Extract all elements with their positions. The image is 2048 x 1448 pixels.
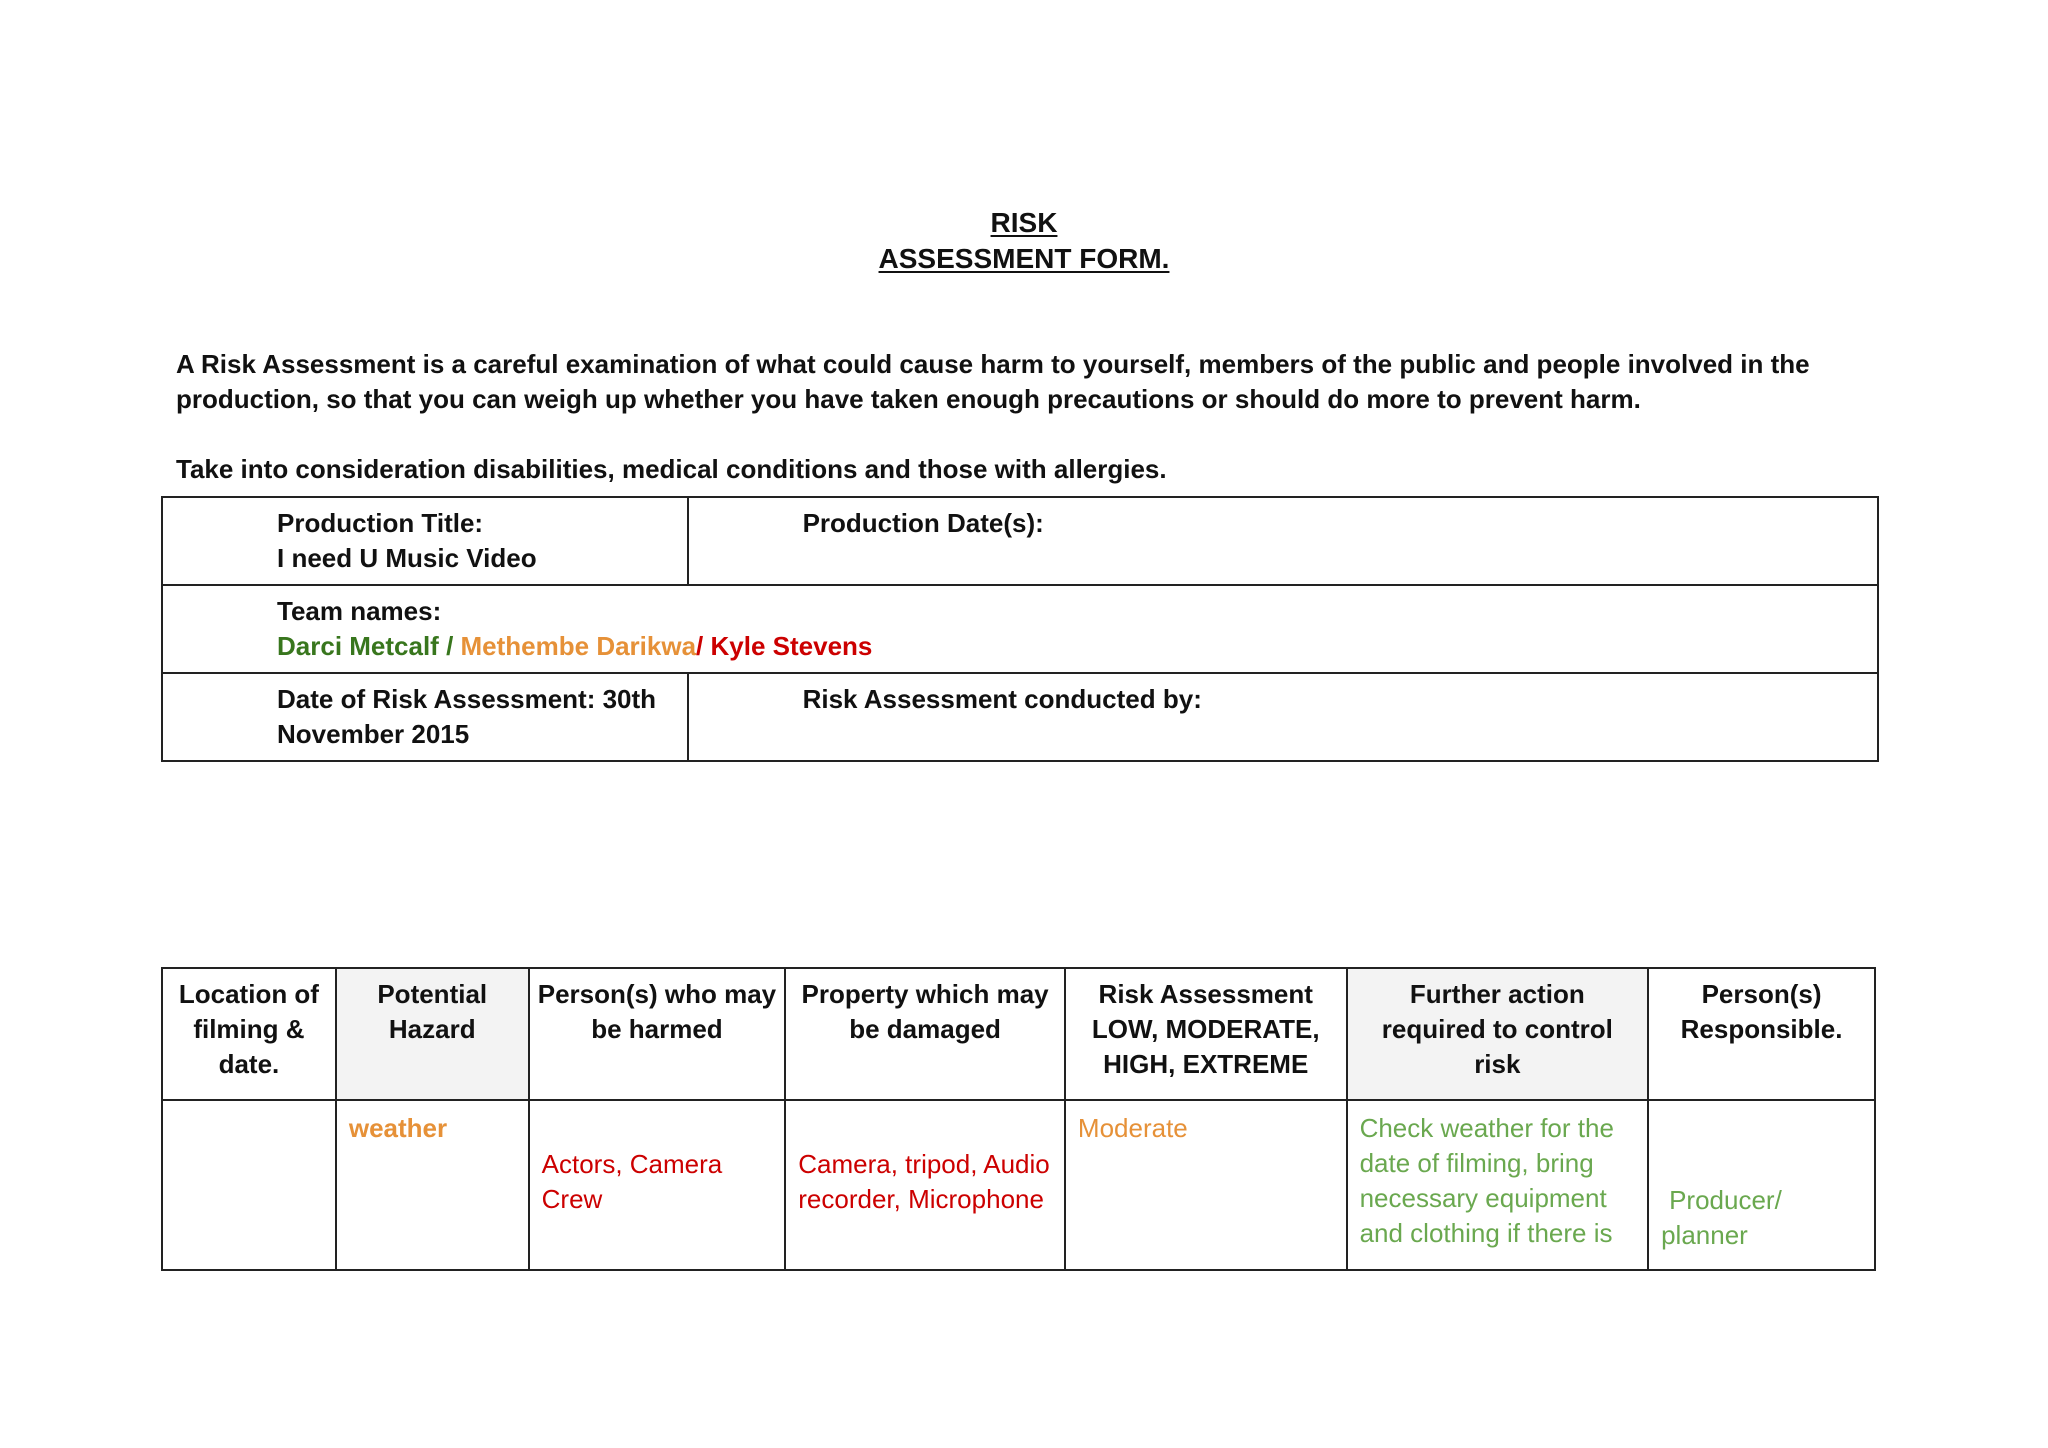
form-title — [0, 205, 2048, 277]
cell-hazard: weather — [336, 1100, 529, 1270]
production-dates-label: Production Date(s): — [802, 508, 1044, 538]
team-names-label: Team names: — [277, 596, 442, 626]
risk-table-header-row — [162, 968, 1875, 1100]
production-title-label: Production Title: — [277, 508, 484, 538]
title-line-1: RISK — [990, 207, 1058, 238]
header-persons: Person(s) who may be harmed — [529, 968, 786, 1100]
intro-text — [176, 347, 1896, 487]
cell-risk-level: Moderate — [1065, 1100, 1347, 1270]
info-row-production — [162, 497, 1878, 585]
team-separator-1: / — [438, 631, 461, 661]
responsible-text: Producer/ planner — [1661, 1185, 1782, 1250]
team-names-list — [277, 629, 1867, 664]
risk-date-cell — [162, 673, 688, 761]
team-names-cell — [162, 585, 1878, 673]
intro-paragraph-2: Take into consideration disabilities, medical conditions and those with allergies. — [176, 454, 1167, 484]
info-row-team — [162, 585, 1878, 673]
header-action: Further action required to control risk — [1347, 968, 1649, 1100]
cell-property: Camera, tripod, Audio recorder, Microphone — [785, 1100, 1065, 1270]
cell-further-action: Check weather for the date of filming, bring necessary equipment and clothing if there is — [1347, 1100, 1649, 1270]
header-property: Property which may be damaged — [785, 968, 1065, 1100]
team-separator-2: / — [696, 631, 711, 661]
production-dates-cell — [688, 497, 1878, 585]
header-responsible: Person(s) Responsible. — [1648, 968, 1875, 1100]
risk-date-label: Date of Risk Assessment: 30th November 2015 — [277, 684, 657, 749]
risk-table — [161, 967, 1876, 1271]
table-row — [162, 1100, 1875, 1270]
header-hazard: Potential Hazard — [336, 968, 529, 1100]
cell-persons: Actors, Camera Crew — [529, 1100, 786, 1270]
team-member-3: Kyle Stevens — [710, 631, 873, 661]
info-row-assessment — [162, 673, 1878, 761]
conducted-by-cell — [688, 673, 1878, 761]
cell-location — [162, 1100, 336, 1270]
header-location: Location of filming & date. — [162, 968, 336, 1100]
team-member-1: Darci Metcalf — [277, 631, 439, 661]
production-title-value: I need U Music Video — [277, 543, 537, 573]
production-info-table — [161, 496, 1879, 762]
title-line-2: ASSESSMENT FORM. — [878, 243, 1170, 274]
production-title-cell — [162, 497, 688, 585]
conducted-by-label: Risk Assessment conducted by: — [802, 684, 1202, 714]
header-risk: Risk Assessment LOW, MODERATE, HIGH, EXTREME — [1065, 968, 1347, 1100]
team-member-2: Methembe Darikwa — [460, 631, 697, 661]
cell-responsible — [1648, 1100, 1875, 1270]
intro-paragraph-1: A Risk Assessment is a careful examination of what could cause harm to yourself, members of the public and people involved in the production, so that you can weigh up whether you have taken enough precautions or should do more to prevent harm. — [176, 349, 1810, 414]
